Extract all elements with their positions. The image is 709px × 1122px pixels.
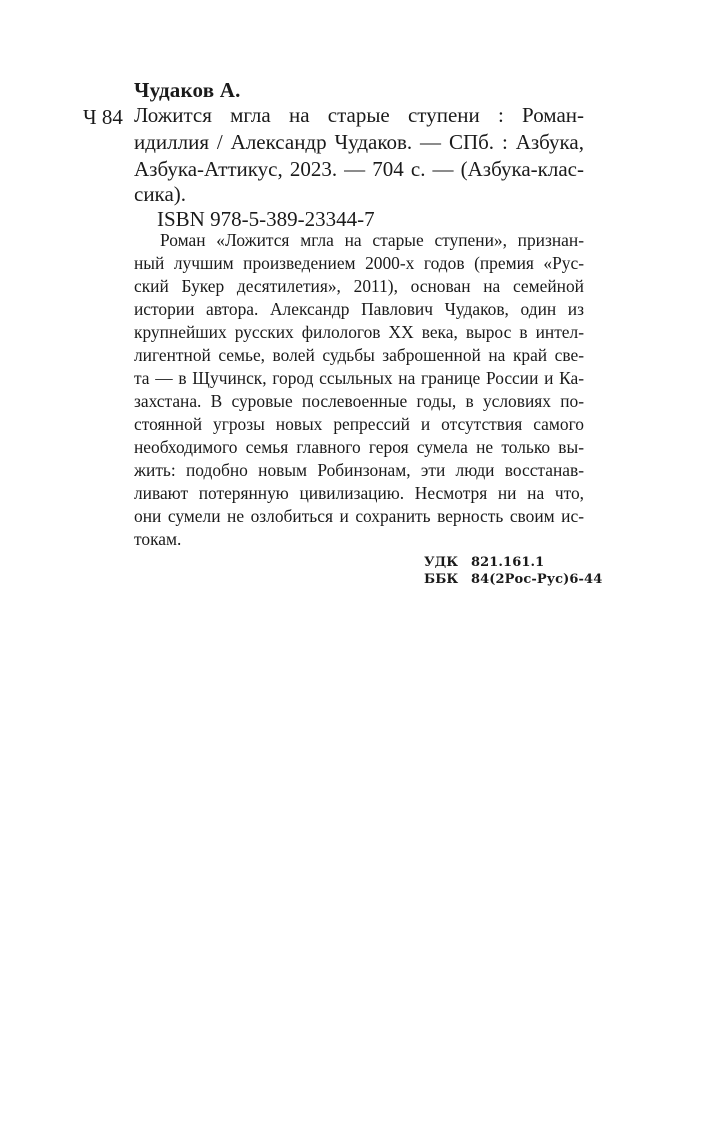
- author-heading: Чудаков А.: [134, 78, 241, 102]
- annotation-line: они сумели не озлобиться и сохранить верность своим ис-: [134, 506, 584, 526]
- cutter-mark: Ч 84: [83, 105, 123, 129]
- description-line: идиллия / Александр Чудаков. — СПб. : Азбука,: [134, 130, 584, 154]
- bbk-index: [424, 572, 602, 588]
- annotation-line: захстана. В суровые послевоенные годы, в условиях по-: [134, 391, 584, 411]
- annotation-line: жить: подобно новым Робинзонам, эти люди восстанав-: [134, 460, 584, 480]
- bbk-value: 84(2Рос-Рус)6-44: [471, 572, 603, 587]
- isbn: ISBN 978-5-389-23344-7: [157, 207, 375, 231]
- annotation-line: ливают потерянную цивилизацию. Несмотря ни на что,: [134, 483, 584, 503]
- annotation-line: необходимого семья главного героя сумела не только вы-: [134, 437, 584, 457]
- annotation-line: лигентной семье, волей судьбы заброшенной на край све-: [134, 345, 584, 365]
- description-line: сика).: [134, 182, 187, 206]
- description-line: Ложится мгла на старые ступени : Роман-: [134, 103, 584, 127]
- annotation-line: ный лучшим произведением 2000-х годов (премия «Рус-: [134, 253, 584, 273]
- annotation-line: ский Букер десятилетия», 2011), основан на семейной: [134, 276, 584, 296]
- annotation-line: Роман «Ложится мгла на старые ступени», признан-: [160, 230, 584, 250]
- annotation-line: крупнейших русских филологов XX века, вырос в интел-: [134, 322, 584, 342]
- annotation-line: токам.: [134, 529, 182, 549]
- annotation-line: стоянной угрозы новых репрессий и отсутствия самого: [134, 414, 584, 434]
- udk-value: 821.161.1: [471, 555, 545, 570]
- description-line: Азбука-Аттикус, 2023. — 704 с. — (Азбука-клас-: [134, 157, 584, 181]
- annotation-line: та — в Щучинск, город ссыльных на границе России и Ка-: [134, 368, 584, 388]
- udk-index: [424, 555, 544, 571]
- annotation-line: истории автора. Александр Павлович Чудаков, один из: [134, 299, 584, 319]
- bbk-label: ББК: [424, 572, 459, 587]
- udk-label: УДК: [424, 555, 459, 570]
